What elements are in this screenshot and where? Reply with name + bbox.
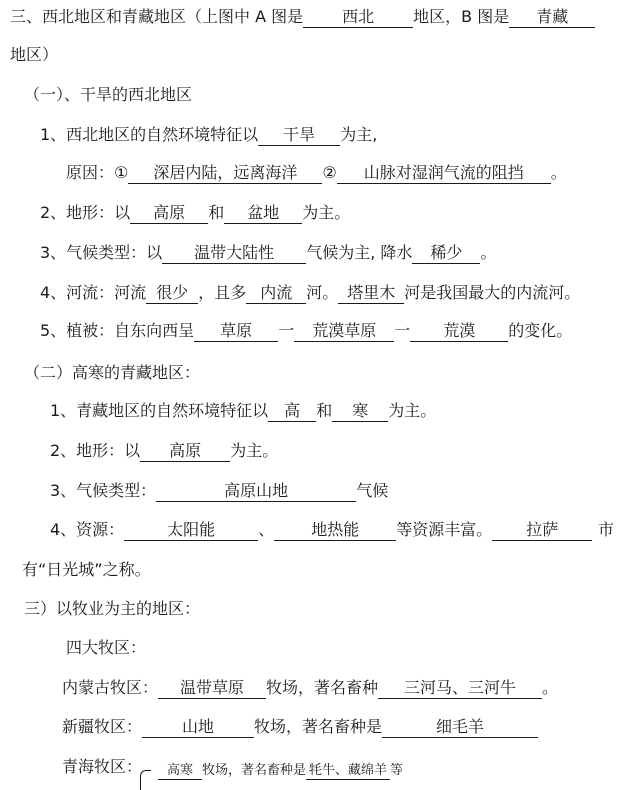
- text: 河。: [306, 283, 339, 302]
- text: 牧场，著名畜种是: [254, 717, 383, 736]
- text: 4、资源：: [50, 520, 125, 539]
- answer-blank: 牦牛、藏绵羊: [306, 762, 390, 780]
- answer-blank: 山地: [142, 717, 254, 738]
- answer-blank: 西北: [303, 7, 413, 28]
- text: 一: [394, 321, 411, 340]
- text: 内蒙古牧区：: [62, 678, 159, 697]
- text: 地区）: [10, 45, 59, 64]
- answer-blank: 荒漠: [410, 321, 508, 342]
- answer-blank: 细毛羊: [382, 717, 538, 738]
- heading-text: 三）以牧业为主的地区：: [24, 599, 201, 618]
- pasture-subheading: [66, 637, 146, 659]
- text: 5、植被：自东向西呈: [40, 321, 195, 340]
- pasture-qinghai-label: [62, 756, 142, 778]
- qz-item-2: [50, 440, 278, 462]
- text: 3、气候类型：以: [40, 243, 163, 262]
- answer-blank: 干旱: [258, 125, 340, 146]
- qz-item-3: [50, 480, 388, 502]
- text: 气候: [356, 481, 389, 500]
- text: 新疆牧区：: [62, 717, 143, 736]
- text: 为主,: [340, 125, 378, 144]
- text: 三、西北地区和青藏地区（上图中 A 图是: [10, 7, 304, 26]
- pasture-qinghai: [158, 760, 403, 782]
- text: 1、青藏地区的自然环境特征以: [50, 401, 269, 420]
- nw-item-2: [40, 202, 350, 224]
- answer-blank: 高原山地: [156, 481, 356, 502]
- text: 市: [598, 520, 615, 539]
- text: 为主。: [302, 203, 351, 222]
- answer-blank: 内流: [246, 283, 306, 304]
- text: 和: [208, 203, 225, 222]
- answer-blank: 很少: [146, 283, 198, 304]
- text: 、: [258, 520, 275, 539]
- text: 等资源丰富。: [396, 520, 493, 539]
- answer-blank: 深居内陆，远离海洋: [128, 163, 322, 184]
- text: 3、气候类型：: [50, 481, 157, 500]
- answer-blank: 地热能: [274, 520, 396, 541]
- text: 4、河流：河流: [40, 283, 147, 302]
- answer-blank: 荒漠草原: [294, 321, 394, 342]
- heading-text: （二）高寒的青藏地区：: [24, 363, 201, 382]
- text: 1、西北地区的自然环境特征以: [40, 125, 259, 144]
- text: 地区，B 图是: [413, 7, 510, 26]
- qz-item-1: [50, 400, 436, 422]
- answer-blank: 草原: [194, 321, 278, 342]
- answer-blank: 盆地: [224, 203, 302, 224]
- answer-blank: 温带草原: [158, 678, 266, 699]
- answer-blank: 太阳能: [124, 520, 258, 541]
- text: 牧场，著名畜种: [266, 678, 379, 697]
- pasture-inner-mongolia: [62, 677, 558, 699]
- text: 牧场，著名畜种是: [202, 763, 307, 778]
- text: ②: [322, 163, 337, 182]
- nw-item-5: [40, 320, 572, 342]
- answer-blank: 三河马、三河牛: [378, 678, 542, 699]
- text: 为主。: [388, 401, 437, 420]
- nw-item-3: [40, 242, 496, 264]
- text: 。: [480, 243, 497, 262]
- section-title-line-2: [10, 44, 58, 66]
- answer-blank: 稀少: [412, 243, 480, 264]
- answer-blank: 山脉对湿润气流的阻挡: [337, 163, 551, 184]
- answer-blank: 高寒: [158, 762, 202, 780]
- text: 和: [316, 401, 333, 420]
- text: 2、地形：以: [40, 203, 131, 222]
- nw-item-4: [40, 282, 580, 304]
- text: 。: [550, 163, 567, 182]
- text: 为主。: [230, 441, 279, 460]
- text: 河是我国最大的内流河。: [404, 283, 581, 302]
- text: 青海牧区：: [62, 757, 143, 776]
- nw-reason: [66, 162, 567, 184]
- text: 原因：①: [66, 163, 129, 182]
- text: 一: [278, 321, 295, 340]
- text: 2、地形：以: [50, 441, 141, 460]
- text: 的变化。: [508, 321, 573, 340]
- answer-blank: 拉萨: [492, 520, 592, 541]
- text: 气候为主, 降水: [306, 243, 413, 262]
- text: 等: [390, 763, 404, 778]
- brace-mark: [140, 770, 151, 790]
- pasture-heading: [24, 598, 200, 620]
- qz-item-4: [50, 519, 592, 541]
- qz-item-4-tail: [598, 519, 614, 541]
- qz-item-4-continued: [22, 559, 151, 581]
- text: 有“日光城”之称。: [22, 560, 151, 579]
- answer-blank: 寒: [332, 401, 388, 422]
- answer-blank: 青藏: [509, 7, 595, 28]
- text: 。: [542, 678, 559, 697]
- answer-blank: 塔里木: [338, 283, 404, 304]
- answer-blank: 高原: [140, 441, 230, 462]
- text: ，且多: [198, 283, 247, 302]
- heading-text: （一）、干旱的西北地区: [24, 85, 193, 104]
- answer-blank: 高原: [130, 203, 208, 224]
- subheading-text: 四大牧区：: [66, 638, 147, 657]
- northwest-heading: [24, 84, 192, 106]
- qinghai-tibet-heading: [24, 362, 200, 384]
- pasture-xinjiang: [62, 716, 538, 738]
- section-title-line: [10, 6, 595, 28]
- answer-blank: 高: [268, 401, 316, 422]
- nw-item-1: [40, 124, 377, 146]
- answer-blank: 温带大陆性: [162, 243, 306, 264]
